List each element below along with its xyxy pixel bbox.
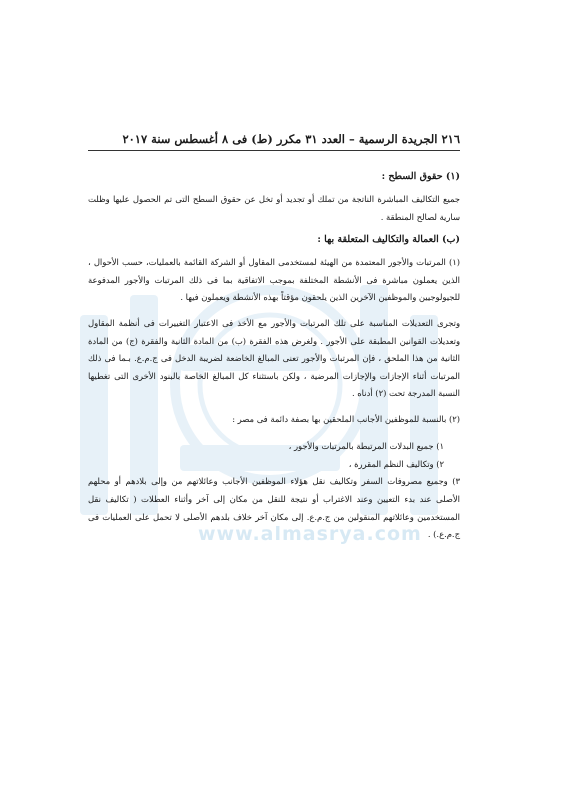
section-b-heading: (ب) العمالة والتكاليف المتعلقة بها : <box>317 234 460 246</box>
watermark-site-text: www.almasrya.com <box>198 523 422 545</box>
page-header: ٢١٦ الجريدة الرسمية – العدد ٣١ مكرر (ط) فى ٨ أغسطس سنة ٢٠١٧ <box>88 132 460 151</box>
allowances-list <box>88 437 460 474</box>
section-b-paragraph-4: ٣) وجميع مصروفات السفر وتكاليف نقل هؤلاء الموظفين الأجانب وعائلاتهم من وإلى بلادهم أو محلهم الأصلى عند بدء التعيين وعند الاغتراب أو نتيجة للنقل من مكان إلى آخر وأثناء العطلات ( تكاليف نقل المستخدمين وعائلاتهم المنقولين من ج.م.ع. إلى مكان آخر خلاف بلدهم الأصلى لا تحمل على العمليات فى ج.م.ع.) . <box>88 476 460 540</box>
section-b-paragraph-3: (٢) بالنسبة للموظفين الأجانب الملحقين بها بصفة دائمة فى مصر : <box>232 413 460 424</box>
section-1-heading: (١) حقوق السطح : <box>381 171 460 182</box>
gazette-page <box>88 132 460 552</box>
list-item: ٢) وتكاليف النظم المقررة ، <box>348 458 444 469</box>
list-item: ١) جميع البدلات المرتبطة بالمرتبات والأجور ، <box>288 440 444 451</box>
section-1-text: جميع التكاليف المباشرة الناتجة من تملك أو تجديد أو تخل عن حقوق السطح التى تم الحصول عليها وظلت سارية لصالح المنطقة . <box>88 194 460 222</box>
section-b-paragraph-1: (١) المرتبات والأجور المعتمدة من الهيئة لمستخدمى المقاول أو الشركة القائمة بالعمليات، حسب الأحوال ، الذين يعملون مباشرة فى الأنشطة المختلفة بموجب الاتفاقية بما فى ذلك المرتبات والأجور المدفوعة للجيولوجيين والموظفين الآخرين الذين يلحقون مؤقتاً بهذه الأنشطة ويعملون فيها . <box>88 257 460 303</box>
section-b-paragraph-2: وتجرى التعديلات المناسبة على تلك المرتبات والأجور مع الأخذ فى الاعتبار التغييرات فى أنظمة المقاول وتعديلات القوانين المطبقة على الأجور . ولغرض هذه الفقرة (ب) من المادة الثانية والفقرة (ج) من المادة الثانية من هذا الملحق ، فإن المرتبات والأجور تعنى المبالغ الخاضعة لضريبة الدخل فى ج.م.ع. بـما فى ذلك المرتبات أثناء الإجازات والإجازات المرضية ، ولكن باستثناء كل المبالغ الخاصة بالبنود الأخرى التى تغطيها النسبة المدرجة تحت (٢) أدناه . <box>88 317 460 399</box>
